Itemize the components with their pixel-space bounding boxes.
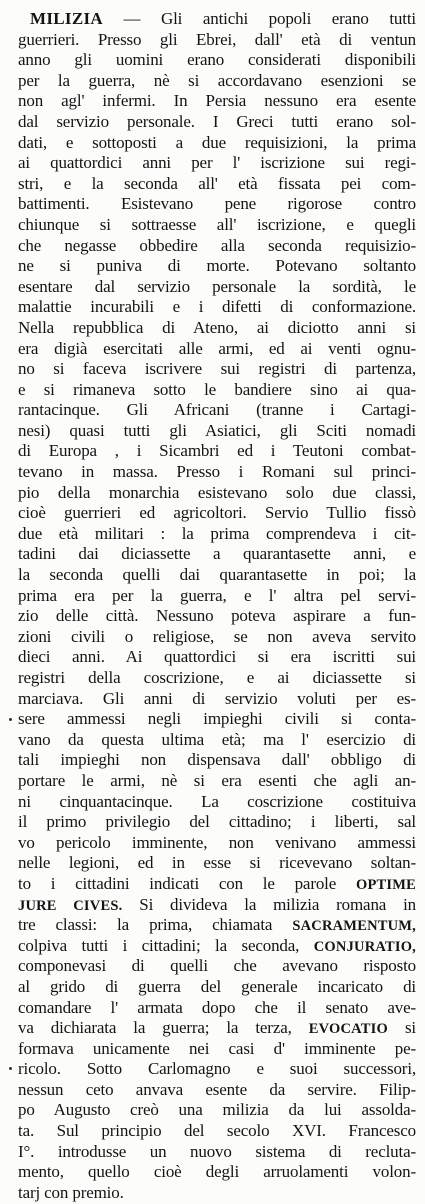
- entry-line: dati, e sottoposti a due requisizioni, la prima: [18, 132, 416, 152]
- entry-line: [18, 895, 416, 916]
- entry-line: vo pericolo imminente, non venivano ammessi: [18, 832, 416, 852]
- entry-line: anno gli uomini erano considerati disponibili: [18, 50, 416, 70]
- encyclopedia-entry-milizia: [18, 9, 416, 1203]
- entry-line: stri, e la seconda all' età fissata pei com-: [18, 173, 416, 193]
- entry-line: battimenti. Esistevano pene rigorose contro: [18, 194, 416, 214]
- latin-term-jure-cives: JURE CIVES.: [18, 897, 123, 914]
- entry-line: zioni civili o religiose, se non aveva servito: [18, 626, 416, 646]
- entry-text: Si divideva la milizia romana in: [139, 894, 416, 914]
- ink-speck: [9, 1067, 12, 1070]
- entry-line: non agl' infermi. In Persia nessuno era esente: [18, 91, 416, 111]
- entry-text: va dichiarata la guerra; la terza,: [18, 1018, 292, 1038]
- entry-line: ai quattordici anni per l' iscrizione sui regi-: [18, 153, 416, 173]
- entry-line: I°. introdusse un nuovo sistema di recluta-: [18, 1141, 416, 1161]
- entry-line: esentare dal servizio personale la sordità, le: [18, 276, 416, 296]
- entry-line: dal servizio personale. I Greci tutti erano sol-: [18, 111, 416, 131]
- entry-headword: MILIZIA: [30, 9, 103, 28]
- latin-term-evocatio: EVOCATIO: [308, 1021, 388, 1038]
- entry-line: nesi) quasi tutti gli Asiatici, gli Sciti nomadi: [18, 420, 416, 440]
- entry-line: di Europa , i Sicambri ed i Teutoni combat-: [18, 441, 416, 461]
- entry-line: formava unicamente nei casi d' imminente pe-: [18, 1038, 416, 1058]
- ink-speck: [9, 718, 12, 721]
- entry-line: componevasi di quelli che avevano risposto: [18, 956, 416, 976]
- entry-line: vano da questa ultima età; ma l' esercizio di: [18, 729, 416, 749]
- entry-line: per la guerra, nè si accordavano esenzioni se: [18, 70, 416, 90]
- entry-line: sere ammessi negli impieghi civili si conta-: [18, 709, 416, 729]
- entry-line: tali impieghi non dispensava dall' obbligo di: [18, 750, 416, 770]
- entry-line: dieci anni. Ai quattordici si era iscritti sui: [18, 647, 416, 667]
- entry-line: che negasse obbedire alla seconda requisizio-: [18, 235, 416, 255]
- entry-line: ne si puniva di morte. Potevano soltanto: [18, 256, 416, 276]
- entry-line: guerrieri. Presso gli Ebrei, dall' età di ventun: [18, 29, 416, 49]
- entry-line: due età militari : la prima comprendeva i cit-: [18, 523, 416, 543]
- entry-line: [18, 874, 416, 895]
- entry-line: il primo privilegio del cittadino; i liberti, sal: [18, 812, 416, 832]
- entry-line: mento, quello cioè degli arruolamenti volon-: [18, 1162, 416, 1182]
- entry-line: al grido di guerra del generale incaricato di: [18, 976, 416, 996]
- entry-line: ta. Sul principio del secolo XVI. Francesco: [18, 1121, 416, 1141]
- entry-text: to i cittadini indicati con le parole: [18, 873, 337, 893]
- entry-line: no si faceva iscrivere sui registri di partenza,: [18, 359, 416, 379]
- entry-line: registri della coscrizione, e ai diciassette si: [18, 668, 416, 687]
- entry-line: [18, 936, 416, 957]
- entry-line: portare le armi, nè si era esenti che agli an-: [18, 770, 416, 790]
- entry-line: ni cinquantacinque. La coscrizione costituiva: [18, 791, 416, 811]
- entry-text: si: [404, 1018, 416, 1038]
- entry-line: era digià esercitati alle armi, ed ai venti ognu-: [18, 338, 416, 358]
- entry-line: pio della monarchia esistevano solo due classi,: [18, 482, 416, 502]
- entry-line: comandare l' armata dopo che il senato ave-: [18, 997, 416, 1017]
- entry-line: nessun ceto anvava esente da servire. Filip-: [18, 1079, 416, 1099]
- entry-line: [18, 1018, 416, 1039]
- entry-text: — Gli antichi popoli erano tutti: [123, 9, 416, 28]
- entry-line: malattie incurabili e i difetti di conformazione.: [18, 297, 416, 317]
- entry-line: po Augusto creò una milizia da lui assolda-: [18, 1100, 416, 1120]
- entry-line: zio delle città. Nessuno poteva aspirare a fun-: [18, 606, 416, 626]
- entry-line: rantacinque. Gli Africani (tranne i Cartagi-: [18, 400, 416, 420]
- entry-line: Nella repubblica di Ateno, ai diciotto anni si: [18, 317, 416, 337]
- entry-line: marciava. Gli anni di servizio voluti per es-: [18, 688, 416, 708]
- latin-term-optime: OPTIME: [355, 876, 416, 893]
- entry-line: tadini dai diciassette a quarantasette anni, e: [18, 544, 416, 564]
- entry-line: chiunque si sottraesse all' iscrizione, e quegli: [18, 214, 416, 234]
- entry-line: tevano in massa. Presso i Romani sul princi-: [18, 462, 416, 482]
- entry-text: tre classi: la prima, chiamata: [18, 915, 273, 935]
- entry-line: prima era per la guerra, e l' altra pel servi-: [18, 585, 416, 605]
- entry-line: nelle legioni, ed in esse si ricevevano soltan-: [18, 853, 416, 873]
- latin-term-conjuratio: CONJURATIO,: [313, 938, 416, 955]
- entry-line: la seconda quelli dai quarantasette in poi; la: [18, 565, 416, 585]
- entry-line: cioè guerrieri ed agricoltori. Servio Tullio fissò: [18, 503, 416, 523]
- entry-line: e si rimaneva sotto le bandiere sino ai qua-: [18, 379, 416, 399]
- entry-line: ricolo. Sotto Carlomagno e suoi successori,: [18, 1059, 416, 1079]
- entry-line: [18, 9, 416, 30]
- entry-text: colpiva tutti i cittadini; la seconda,: [18, 935, 300, 955]
- entry-line: [18, 915, 416, 936]
- entry-line: tarj con premio.: [18, 1182, 124, 1202]
- latin-term-sacramentum: SACRAMENTUM,: [292, 918, 416, 935]
